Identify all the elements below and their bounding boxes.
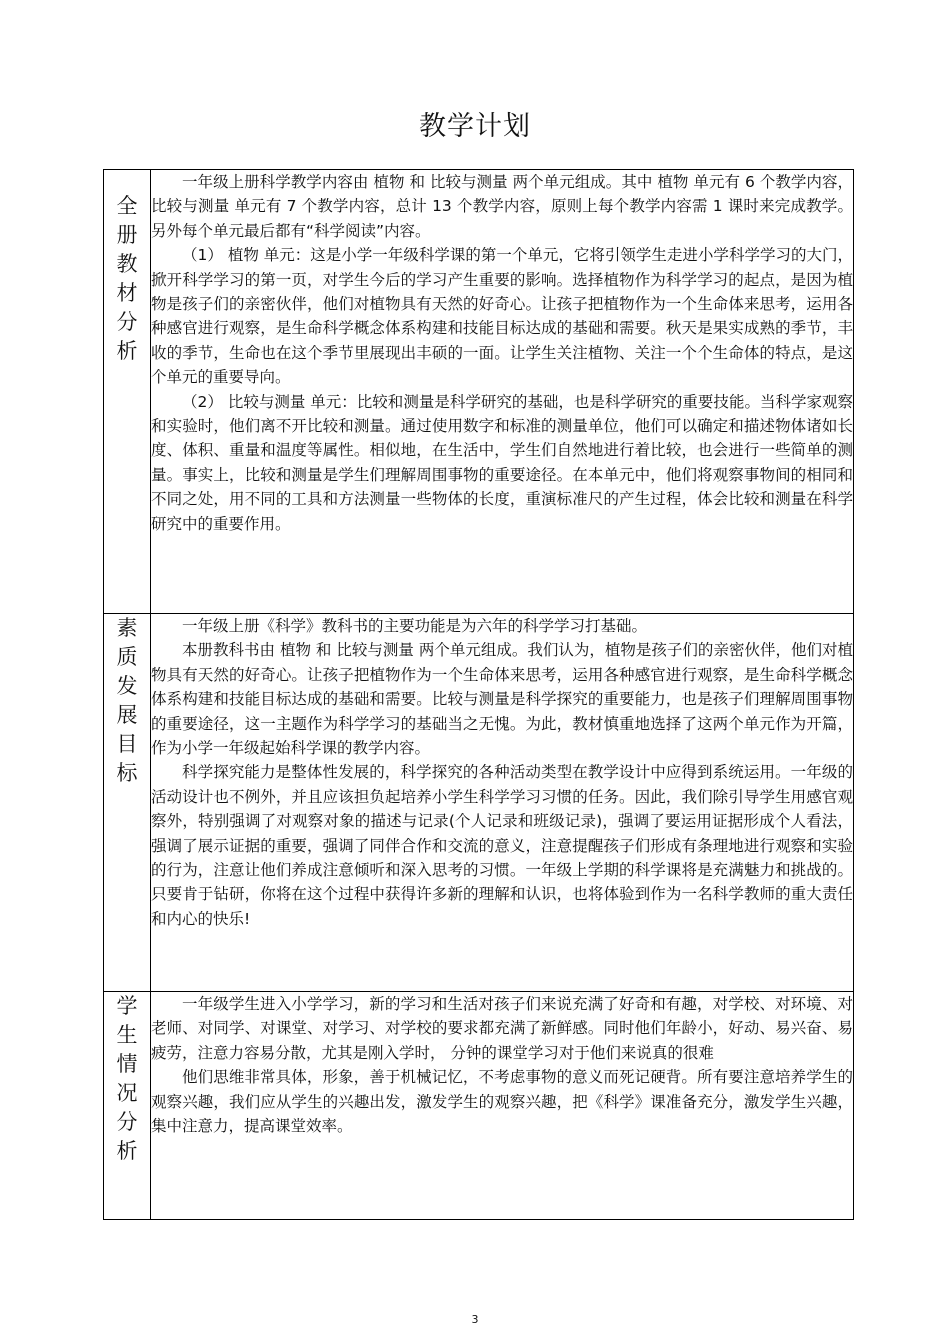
- row-label-cell: [104, 992, 151, 1220]
- label-char: 析: [116, 1139, 138, 1163]
- table-row-textbook-analysis: [104, 170, 854, 614]
- row-label-development-goals: [104, 614, 150, 788]
- label-char: 质: [116, 645, 138, 669]
- paragraph-function: 一年级上册《科学》教科书的主要功能是为六年的科学学习打基础。: [182, 617, 648, 635]
- row-label-cell: [104, 170, 151, 614]
- paragraph-measure-unit: （2） 比较与测量 单元：比较和测量是科学研究的基础，也是科学研究的重要技能。当科学家观察和实验时，他们离不开比较和测量。通过使用数字和标准的测量单位，他们可以确定和描述物体诸如长度、体积、重量和温度等属性。相似地，在生活中，学生们自然地进行着比较，也会进行一些简单的测量。事实上，比较和测量是学生们理解周围事物的重要途径。在本单元中，他们将观察事物间的相同和不同之处，用不同的工具和方法测量一些物体的长度，重演标准尺的产生过程，体会比较和测量在科学研究中的重要作用。: [151, 392, 853, 533]
- label-char: 目: [116, 732, 138, 756]
- paragraph-students-intro: 一年级学生进入小学学习，新的学习和生活对孩子们来说充满了好奇和有趣，对学校、对环境、对老师、对同学、对课堂、对学习、对学校的要求都充满了新鲜感。同时他们年龄小，好动、易兴奋、易疲劳，注意力容易分散，尤其是刚入学时， 分钟的课堂学习对于他们来说真的很难: [151, 995, 853, 1062]
- label-char: 分: [116, 310, 138, 334]
- paragraph-overview: 一年级上册科学教学内容由 植物 和 比较与测量 两个单元组成。其中 植物 单元有 6 个教学内容， 比较与测量 单元有 7 个教学内容，总计 13 个教学内容，原则上每个教学内容需 1 课时来完成教学。另外每个单元最后都有“科学阅读”内容。: [151, 173, 853, 240]
- label-char: 教: [116, 252, 138, 276]
- teaching-plan-table: [103, 169, 854, 1220]
- label-char: 材: [116, 281, 138, 305]
- label-char: 发: [116, 674, 138, 698]
- label-char: 况: [116, 1081, 138, 1105]
- row-label-student-analysis: [104, 992, 150, 1166]
- label-char: 册: [116, 223, 138, 247]
- paragraph-inquiry: 科学探究能力是整体性发展的，科学探究的各种活动类型在教学设计中应得到系统运用。一年级的活动设计也不例外，并且应该担负起培养小学生科学学习习惯的任务。因此，我们除引导学生用感官观察外，特别强调了对观察对象的描述与记录(个人记录和班级记录)，强调了要运用证据形成个人看法，强调了展示证据的重要，强调了同伴合作和交流的意义，注意提醒孩子们形成有条理地进行观察和实验的行为，注意让他们养成注意倾听和深入思考的习惯。一年级上学期的科学课将是充满魅力和挑战的。只要肯于钻研，你将在这个过程中获得许多新的理解和认识，也将体验到作为一名科学教师的重大责任和内心的快乐!: [151, 763, 853, 928]
- paragraph-plant-unit: （1） 植物 单元：这是小学一年级科学课的第一个单元，它将引领学生走进小学科学学习的大门，掀开科学学习的第一页，对学生今后的学习产生重要的影响。选择植物作为科学学习的起点，是因为植物是孩子们的亲密伙伴，他们对植物具有天然的好奇心。让孩子把植物作为一个生命体来思考，运用各种感官进行观察，是生命科学概念体系构建和技能目标达成的基础和需要。秋天是果实成熟的季节，丰收的季节，生命也在这个季节里展现出丰硕的一面。让学生关注植物、关注一个个生命体的特点，是这个单元的重要导向。: [151, 246, 853, 387]
- row-label-textbook-analysis: [104, 170, 150, 366]
- paragraph-units: 本册教科书由 植物 和 比较与测量 两个单元组成。我们认为，植物是孩子们的亲密伙伴，他们对植物具有天然的好奇心。让孩子把植物作为一个生命体来思考，运用各种感官进行观察，是生命科学概念体系构建和技能目标达成的基础和需要。比较与测量是科学探究的重要能力，也是孩子们理解周围事物的重要途径，这一主题作为科学学习的基础当之无愧。为此，教材慎重地选择了这两个单元作为开篇，作为小学一年级起始科学课的教学内容。: [151, 641, 853, 758]
- row-content-cell: [151, 170, 854, 614]
- page-number: 3: [471, 1313, 479, 1326]
- label-char: 展: [116, 703, 138, 727]
- label-char: 析: [116, 339, 138, 363]
- label-char: 情: [116, 1052, 138, 1076]
- row-content-cell: [151, 614, 854, 992]
- label-char: 生: [116, 1023, 138, 1047]
- table-row-student-analysis: [104, 992, 854, 1220]
- label-char: 素: [116, 616, 138, 640]
- table-row-development-goals: [104, 614, 854, 992]
- label-char: 全: [116, 194, 138, 218]
- row-content-cell: [151, 992, 854, 1220]
- row-label-cell: [104, 614, 151, 992]
- label-char: 标: [116, 761, 138, 785]
- paragraph-students-thinking: 他们思维非常具体，形象，善于机械记忆，不考虑事物的意义而死记硬背。所有要注意培养学生的观察兴趣，我们应从学生的兴趣出发，激发学生的观察兴趣，把《科学》课准备充分，激发学生兴趣，集中注意力，提高课堂效率。: [151, 1068, 853, 1136]
- label-char: 分: [116, 1110, 138, 1134]
- label-char: 学: [116, 994, 138, 1018]
- page-title: 教学计划: [419, 111, 531, 142]
